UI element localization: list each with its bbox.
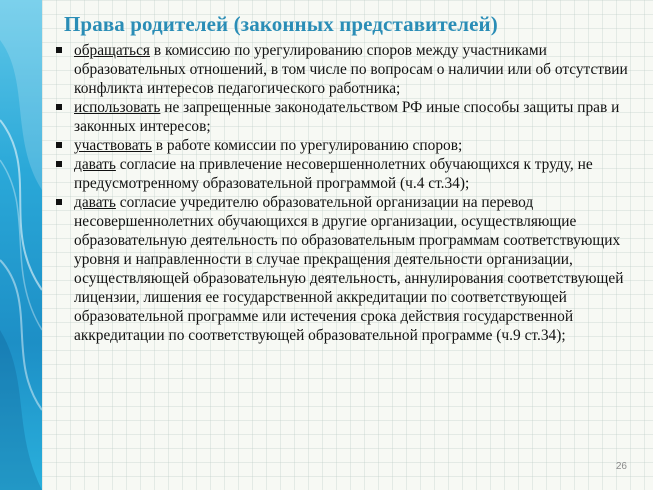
list-item [56, 155, 636, 193]
list-item [56, 41, 636, 98]
list-item-text: согласие на привлечение несовершеннолетних обучающихся к труду, не предусмотренному образовательной программой (ч.4 ст.34); [74, 156, 593, 192]
list-item-verb: давать [74, 156, 116, 173]
list-item [56, 98, 636, 136]
decorative-side-band [0, 0, 42, 490]
slide-title: Права родителей (законных представителей) [64, 12, 498, 36]
list-item-verb: обращаться [74, 42, 150, 59]
list-item-verb: использовать [74, 99, 161, 116]
wave-decoration-icon [0, 0, 42, 490]
page-number: 26 [615, 461, 627, 472]
list-item-text: в комиссию по урегулированию споров между участниками образовательных отношений, в том числе по вопросам о наличии или об отсутствии конфликта интересов педагогического работника; [74, 42, 628, 97]
list-item-text: в работе комиссии по урегулированию споров; [151, 137, 463, 154]
list-item-verb: участвовать [74, 137, 152, 154]
square-bullet-icon [56, 161, 62, 167]
list-item-verb: давать [74, 194, 116, 211]
square-bullet-icon [56, 142, 62, 148]
list-item-text: не запрещенные законодательством РФ иные способы защиты прав и законных интересов; [74, 99, 620, 135]
square-bullet-icon [56, 199, 62, 205]
square-bullet-icon [56, 104, 62, 110]
list-item [56, 136, 636, 155]
list-item-text: согласие учредителю образовательной организации на перевод несовершеннолетних обучающихся в другие организации, осуществляющие образовательную деятельность по образовательным программам соответствующих уровня и направленности в случае прекращения деятельности организации, осуществляющей образовательную деятельность, аннулирования соответствующей лицензии, лишения ее государственной аккредитации по соответствующей образовательной программе или истечения срока действия государственной аккредитации по соответствующей образовательной программе (ч.9 ст.34); [74, 194, 624, 344]
square-bullet-icon [56, 47, 62, 53]
list-item [56, 193, 636, 345]
rights-list [56, 41, 636, 345]
